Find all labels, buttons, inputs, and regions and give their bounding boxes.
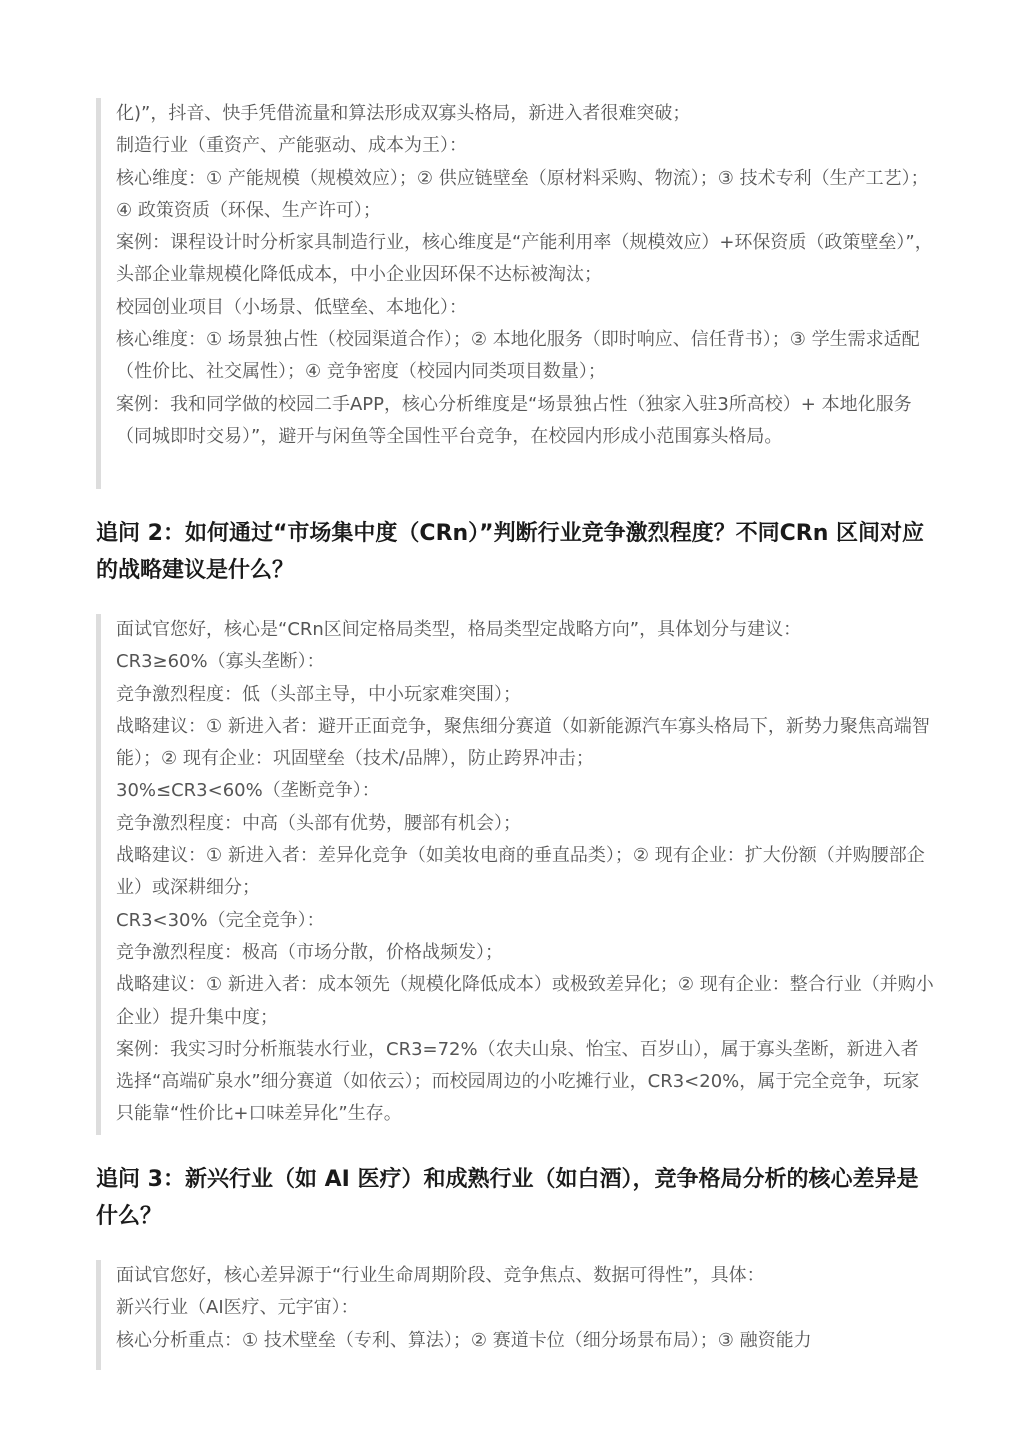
quote-line: 竞争激烈程度：中高（头部有优势，腰部有机会）； bbox=[116, 812, 521, 834]
quote-line: 核心维度：① 产能规模（规模效应）；② 供应链壁垒（原材料采购、物流）；③ 技术专利（生产工艺）；④ 政策资质（环保、生产许可）； bbox=[116, 167, 929, 221]
quote-line: 案例：我和同学做的校园二手APP，核心分析维度是“场景独占性（独家入驻3所高校）+ 本地化服务（同城即时交易）”，避开与闲鱼等全国性平台竞争，在校园内形成小范围寡头格局。 bbox=[116, 393, 912, 447]
question-heading-3: 追问 3：新兴行业（如 AI 医疗）和成熟行业（如白酒），竞争格局分析的核心差异是什么？ bbox=[96, 1167, 919, 1229]
quote-line: 校园创业项目（小场景、低壁垒、本地化）： bbox=[116, 296, 467, 318]
question-heading-2: 追问 2：如何通过“市场集中度（CRn）”判断行业竞争激烈程度？不同CRn 区间对应的战略建议是什么？ bbox=[96, 521, 925, 583]
quote-line: 制造行业（重资产、产能驱动、成本为王）： bbox=[116, 135, 467, 157]
quote-line: 化)”，抖音、快手凭借流量和算法形成双寡头格局，新进入者很难突破； bbox=[116, 103, 691, 124]
blockquote-emerging-vs-mature bbox=[96, 1260, 936, 1370]
quote-line: 核心分析重点：① 技术壁垒（专利、算法）；② 赛道卡位（细分场景布局）；③ 融资能力 bbox=[116, 1329, 812, 1351]
quote-line: 案例：我实习时分析瓶装水行业，CR3=72%（农夫山泉、怡宝、百岁山），属于寡头垄断，新进入者选择“高端矿泉水”细分赛道（如依云）；而校园周边的小吃摊行业，CR3<20%，属于完全竞争，玩家只能靠“性价比+口味差异化”生存。 bbox=[116, 1038, 920, 1125]
quote-line: 竞争激烈程度：极高（市场分散，价格战频发）； bbox=[116, 941, 503, 963]
quote-line: 战略建议：① 新进入者：避开正面竞争，聚焦细分赛道（如新能源汽车寡头格局下，新势力聚焦高端智能）；② 现有企业：巩固壁垒（技术/品牌），防止跨界冲击； bbox=[116, 715, 930, 770]
quote-line: 面试官您好，核心差异源于“行业生命周期阶段、竞争焦点、数据可得性”，具体： bbox=[116, 1265, 765, 1286]
blockquote-manufacturing-campus bbox=[96, 98, 936, 489]
quote-line: 30%≤CR3<60%（垄断竞争）： bbox=[116, 780, 380, 802]
blockquote-crn-answer bbox=[96, 614, 936, 1135]
quote-line: 战略建议：① 新进入者：差异化竞争（如美妆电商的垂直品类）；② 现有企业：扩大份额（并购腰部企业）或深耕细分； bbox=[116, 845, 925, 899]
quote-line: CR3≥60%（寡头垄断）： bbox=[116, 651, 325, 673]
quote-line: 战略建议：① 新进入者：成本领先（规模化降低成本）或极致差异化；② 现有企业：整合行业（并购小企业）提升集中度； bbox=[116, 974, 934, 1028]
quote-line: 竞争激烈程度：低（头部主导，中小玩家难突围）； bbox=[116, 683, 521, 705]
quote-line: 面试官您好，核心是“CRn区间定格局类型，格局类型定战略方向”，具体划分与建议： bbox=[116, 619, 802, 640]
quote-line: 案例：课程设计时分析家具制造行业，核心维度是“产能利用率（规模效应）+环保资质（政策壁垒）”，头部企业靠规模化降低成本，中小企业因环保不达标被淘汰； bbox=[116, 232, 933, 286]
quote-line: CR3<30%（完全竞争）： bbox=[116, 909, 325, 931]
quote-line: 核心维度：① 场景独占性（校园渠道合作）；② 本地化服务（即时响应、信任背书）；③ 学生需求适配（性价比、社交属性）；④ 竞争密度（校园内同类项目数量）； bbox=[116, 329, 920, 383]
quote-line: 新兴行业（AI医疗、元宇宙）： bbox=[116, 1297, 359, 1319]
